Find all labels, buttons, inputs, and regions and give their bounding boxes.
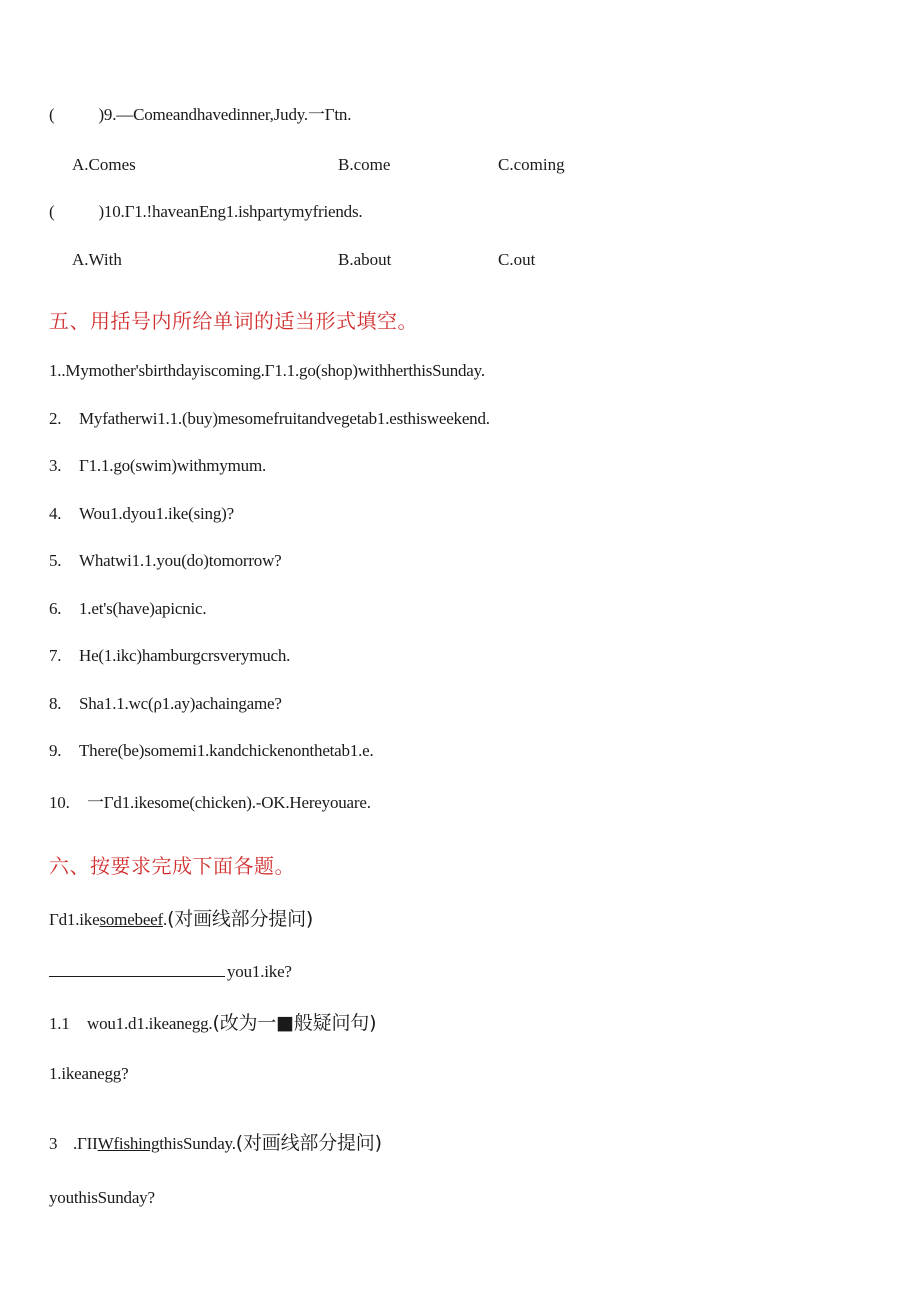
q1-underlined: somebeef bbox=[99, 910, 163, 929]
item-number: 6. bbox=[49, 599, 62, 618]
q9-option-a: A.Comes bbox=[72, 155, 136, 174]
q1-post: . bbox=[163, 910, 168, 929]
answer-blank[interactable] bbox=[49, 961, 225, 977]
answer-paren: ( bbox=[49, 105, 55, 124]
item-number: 5. bbox=[49, 551, 62, 570]
item-number: 9. bbox=[49, 741, 62, 760]
fill-item-5 bbox=[49, 551, 282, 571]
q3-instruction: (对画线部分提问) bbox=[235, 1132, 382, 1154]
item-number: 10. bbox=[49, 793, 70, 812]
item-number: 8. bbox=[49, 694, 62, 713]
q3-underlined: Wfishing bbox=[97, 1134, 160, 1153]
item-text: Mymother'sbirthdayiscoming.Γ1.1.go(shop)withherthisSunday. bbox=[65, 361, 485, 380]
q9-option-c: C.coming bbox=[498, 155, 565, 174]
fill-item-4 bbox=[49, 504, 234, 524]
item-number: 1.. bbox=[49, 361, 66, 380]
item-number: 3. bbox=[49, 456, 62, 475]
q2-number: 1.1 bbox=[49, 1014, 70, 1033]
q1-pre: Γd1.ike bbox=[49, 910, 100, 929]
item-text: He(1.ikc)hamburgcrsverymuch. bbox=[79, 646, 291, 665]
fill-item-10 bbox=[49, 793, 371, 813]
q2-text: wou1.d1.ikeanegg. bbox=[87, 1014, 213, 1033]
rewrite-answer-1 bbox=[49, 961, 292, 982]
item-text: 一Γd1.ikesome(chicken).-OK.Hereyouare. bbox=[87, 793, 371, 812]
item-text: Γ1.1.go(swim)withmymum. bbox=[79, 456, 267, 475]
rewrite-answer-3: youthisSunday? bbox=[49, 1188, 155, 1207]
item-text: Wou1.dyou1.ike(sing)? bbox=[79, 504, 234, 523]
rewrite-answer-2: 1.ikeanegg? bbox=[49, 1064, 129, 1083]
rewrite-question-1 bbox=[49, 909, 313, 930]
question-10 bbox=[49, 202, 362, 222]
fill-item-2 bbox=[49, 409, 490, 429]
fill-item-1 bbox=[49, 361, 485, 381]
item-number: 4. bbox=[49, 504, 62, 523]
rewrite-question-3 bbox=[49, 1133, 382, 1154]
q10-option-b: B.about bbox=[338, 250, 392, 269]
item-text: 1.et's(have)apicnic. bbox=[79, 599, 207, 618]
q1-answer: you1.ike? bbox=[227, 962, 292, 981]
answer-paren: ( bbox=[49, 202, 55, 221]
item-text: Myfatherwi1.1.(buy)mesomefruitandvegetab1.esthisweekend. bbox=[79, 409, 490, 428]
fill-item-9 bbox=[49, 741, 374, 761]
fill-item-6 bbox=[49, 599, 206, 619]
q10-option-a: A.With bbox=[72, 250, 122, 269]
question-9-text: )9.—Comeandhavedinner,Judy.一Γtn. bbox=[98, 105, 352, 124]
fill-item-7 bbox=[49, 646, 290, 666]
q10-option-c: C.out bbox=[498, 250, 536, 269]
fill-item-3 bbox=[49, 456, 266, 476]
section-6-title: 六、按要求完成下面各题。 bbox=[49, 854, 295, 878]
question-9 bbox=[49, 105, 351, 125]
item-number: 7. bbox=[49, 646, 62, 665]
q1-instruction: (对画线部分提问) bbox=[167, 908, 314, 930]
q9-option-b: B.come bbox=[338, 155, 391, 174]
q3-pre: .ΓII bbox=[73, 1134, 98, 1153]
q3-post: thisSunday. bbox=[159, 1134, 236, 1153]
item-text: Sha1.1.wc(ρ1.ay)achaingame? bbox=[79, 694, 282, 713]
section-5-title: 五、用括号内所给单词的适当形式填空。 bbox=[49, 309, 418, 333]
q3-number: 3 bbox=[49, 1134, 58, 1153]
fill-item-8 bbox=[49, 694, 282, 714]
q2-instruction: (改为一■般疑问句) bbox=[212, 1012, 377, 1034]
question-10-text: )10.Γ1.!haveanEng1.ishpartymyfriends. bbox=[98, 202, 363, 221]
item-text: Whatwi1.1.you(do)tomorrow? bbox=[79, 551, 282, 570]
item-number: 2. bbox=[49, 409, 62, 428]
rewrite-question-2 bbox=[49, 1013, 376, 1034]
item-text: There(be)somemi1.kandchickenonthetab1.e. bbox=[79, 741, 374, 760]
